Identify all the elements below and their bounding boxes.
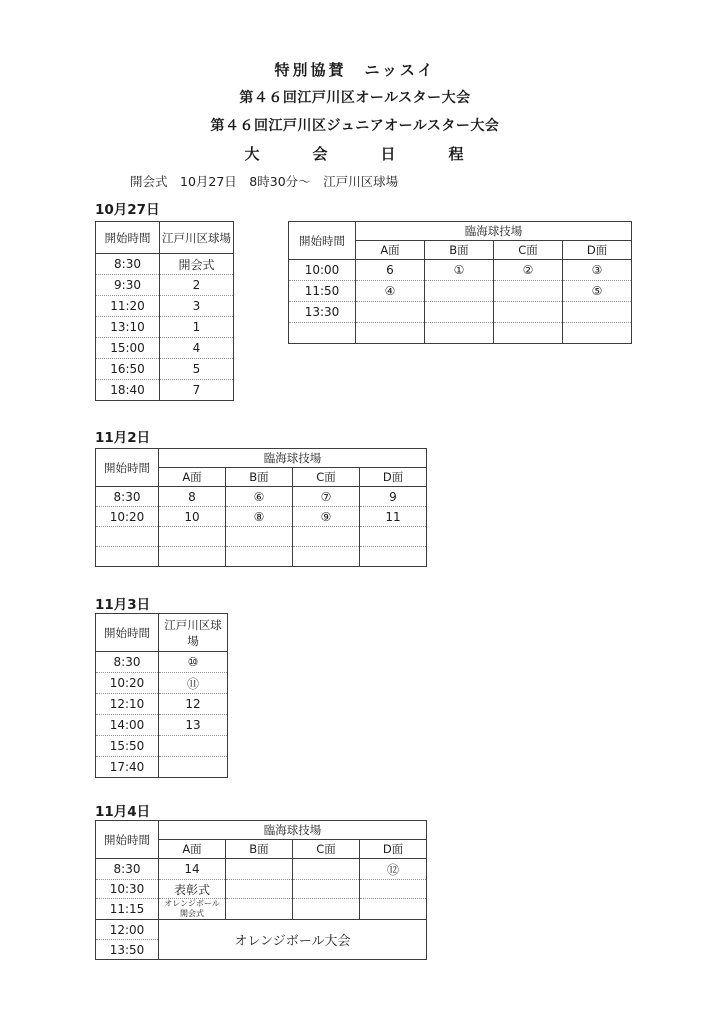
schedule-cell: 12 [159,694,228,715]
table-row [289,302,632,323]
orange-ball-opening-line1: オレンジボール [164,899,220,909]
court-a-header: A面 [159,840,226,859]
schedule-cell: 9 [360,487,427,507]
rinkai-stadium-header: 臨海球技場 [159,449,427,468]
time-cell: 18:40 [96,380,160,401]
schedule-cell: ② [494,260,563,281]
table-row [96,507,427,527]
time-cell: 13:10 [96,317,160,338]
table-row [96,296,234,317]
schedule-cell [360,527,427,547]
schedule-cell [159,527,226,547]
time-cell: 12:00 [96,920,159,940]
time-cell: 12:10 [96,694,159,715]
schedule-cell: ④ [356,281,425,302]
time-cell: 9:30 [96,275,160,296]
table-row [96,715,228,736]
start-time-header: 開始時間 [96,821,159,859]
time-cell: 14:00 [96,715,159,736]
schedule-cell: ⑦ [293,487,360,507]
time-cell: 11:15 [96,899,159,920]
schedule-cell: ⑫ [360,859,427,880]
schedule-cell: 5 [160,359,234,380]
schedule-cell [226,547,293,567]
schedule-cell [226,527,293,547]
sponsor-line: 特別協賛 ニッスイ [274,61,436,79]
schedule-title: 大 会 日 程 [244,145,466,163]
court-b-header: B面 [425,241,494,260]
table-row [96,527,427,547]
schedule-cell: 開会式 [160,254,234,275]
table-row [96,880,427,899]
table-row [96,694,228,715]
schedule-cell: ⑥ [226,487,293,507]
nov4-rinkai-table [95,820,427,960]
award-ceremony-cell: 表彰式 [159,880,226,899]
edogawa-stadium-header: 江戸川区球場 [159,614,228,652]
court-b-header: B面 [226,468,293,487]
time-cell [96,527,159,547]
schedule-cell: ⑩ [159,652,228,673]
schedule-cell: 13 [159,715,228,736]
schedule-cell [425,302,494,323]
time-cell: 11:20 [96,296,160,317]
rinkai-stadium-header: 臨海球技場 [159,821,427,840]
orange-ball-opening-line2: 開会式 [180,909,204,918]
table-row [96,487,427,507]
schedule-cell [563,302,632,323]
schedule-cell: 3 [160,296,234,317]
court-d-header: D面 [563,241,632,260]
schedule-cell [293,527,360,547]
schedule-cell: 2 [160,275,234,296]
schedule-cell: ⑧ [226,507,293,527]
start-time-header: 開始時間 [96,449,159,487]
schedule-cell [226,899,293,920]
schedule-cell [360,899,427,920]
court-c-header: C面 [494,241,563,260]
edogawa-stadium-header: 江戸川区球場 [160,222,234,254]
schedule-cell: 11 [360,507,427,527]
table-row [96,757,228,778]
title-block [0,56,710,168]
schedule-cell [159,547,226,567]
schedule-cell [356,323,425,344]
schedule-cell [293,899,360,920]
court-d-header: D面 [360,468,427,487]
table-row [96,673,228,694]
orange-ball-opening-cell [159,899,226,920]
time-cell: 10:00 [289,260,356,281]
date-heading-nov4: 11月4日 [95,804,151,820]
orange-ball-event-cell: オレンジボール大会 [159,920,427,960]
rinkai-stadium-header: 臨海球技場 [356,222,632,241]
schedule-cell: ⑪ [159,673,228,694]
table-row [96,736,228,757]
schedule-cell [159,736,228,757]
table-row [96,275,234,296]
schedule-cell [360,880,427,899]
time-cell: 13:30 [289,302,356,323]
schedule-cell [226,880,293,899]
nov3-edogawa-table [95,613,228,778]
schedule-cell [360,547,427,567]
schedule-cell [563,323,632,344]
schedule-cell: 8 [159,487,226,507]
schedule-cell [494,281,563,302]
schedule-cell [494,302,563,323]
schedule-cell: 7 [160,380,234,401]
schedule-cell [425,281,494,302]
time-cell: 16:50 [96,359,160,380]
time-cell: 17:40 [96,757,159,778]
court-a-header: A面 [356,241,425,260]
opening-ceremony-info: 開会式 10月27日 8時30分～ 江戸川区球場 [130,174,399,189]
table-row [289,281,632,302]
schedule-cell [356,302,425,323]
time-cell: 15:00 [96,338,160,359]
time-cell: 10:20 [96,673,159,694]
start-time-header: 開始時間 [96,614,159,652]
schedule-cell [226,859,293,880]
court-b-header: B面 [226,840,293,859]
table-row [96,899,427,920]
table-row [96,317,234,338]
time-cell [96,547,159,567]
schedule-cell: 4 [160,338,234,359]
nov2-rinkai-table [95,448,427,567]
court-d-header: D面 [360,840,427,859]
junior-tournament-title: 第４６回江戸川区ジュニアオールスター大会 [210,118,500,134]
time-cell: 15:50 [96,736,159,757]
time-cell: 11:50 [289,281,356,302]
date-heading-nov3: 11月3日 [95,597,151,613]
table-row [96,547,427,567]
schedule-cell [293,547,360,567]
time-cell: 8:30 [96,487,159,507]
court-c-header: C面 [293,468,360,487]
table-row [289,323,632,344]
time-cell: 10:30 [96,880,159,899]
schedule-cell [293,880,360,899]
date-heading-nov2: 11月2日 [95,430,151,446]
schedule-cell: ① [425,260,494,281]
time-cell: 13:50 [96,940,159,960]
oct27-edogawa-table [95,221,234,401]
table-row [96,254,234,275]
table-row [96,380,234,401]
schedule-cell: 10 [159,507,226,527]
schedule-cell [494,323,563,344]
time-cell [289,323,356,344]
schedule-cell: 14 [159,859,226,880]
schedule-cell: 6 [356,260,425,281]
time-cell: 10:20 [96,507,159,527]
court-c-header: C面 [293,840,360,859]
oct27-rinkai-table [288,221,632,344]
schedule-cell [159,757,228,778]
schedule-cell [293,859,360,880]
start-time-header: 開始時間 [96,222,160,254]
start-time-header: 開始時間 [289,222,356,260]
table-row [96,859,427,880]
schedule-cell: ③ [563,260,632,281]
schedule-cell [425,323,494,344]
table-row [96,652,228,673]
table-row [96,920,427,940]
time-cell: 8:30 [96,254,160,275]
schedule-cell: ⑤ [563,281,632,302]
table-row [96,359,234,380]
table-row [289,260,632,281]
time-cell: 8:30 [96,859,159,880]
date-heading-oct27: 10月27日 [95,202,160,218]
time-cell: 8:30 [96,652,159,673]
table-row [96,338,234,359]
schedule-cell: 1 [160,317,234,338]
court-a-header: A面 [159,468,226,487]
schedule-cell: ⑨ [293,507,360,527]
tournament-title: 第４６回江戸川区オールスター大会 [239,90,471,106]
